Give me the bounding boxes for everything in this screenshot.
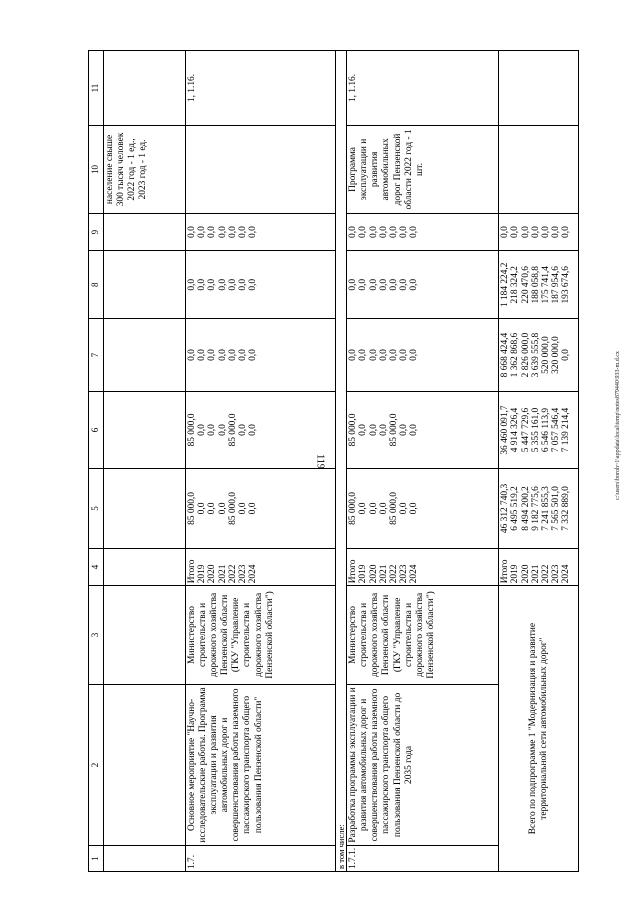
year-label: 2022 (540, 564, 551, 584)
value: 2 826 000,0 (520, 332, 531, 378)
year-label: 2023 (237, 564, 248, 584)
value: 0,0 (368, 349, 379, 361)
value: 9 182 775,6 (530, 486, 541, 531)
value: 0,0 (368, 424, 379, 436)
year-label: 2019 (358, 564, 369, 584)
value: 0,0 (207, 502, 218, 515)
value: 0,0 (378, 424, 389, 436)
year-label: 2020 (520, 564, 531, 584)
value: 0,0 (368, 226, 379, 238)
link-cell: 1, 1.16. (347, 51, 499, 126)
column-number: 8 (89, 251, 104, 319)
value: 0,0 (399, 278, 410, 291)
value: 0,0 (399, 349, 410, 361)
value: 85 000,0 (348, 413, 359, 447)
value: 0,0 (207, 349, 218, 361)
value: 0,0 (520, 226, 531, 238)
value: 85 000,0 (388, 413, 399, 447)
value: 0,0 (399, 424, 410, 436)
year-label: 2023 (399, 564, 410, 584)
value: 0,0 (530, 226, 541, 238)
value: 8 494 200,2 (520, 486, 531, 531)
federal-budget-values (186, 319, 336, 392)
value: 0,0 (248, 349, 259, 361)
value: 0,0 (358, 278, 369, 291)
value: 0,0 (348, 278, 359, 291)
value: 0,0 (197, 278, 208, 291)
year-label: 2024 (248, 564, 259, 584)
value: 0,0 (248, 278, 259, 291)
value: 0,0 (217, 502, 228, 515)
value: 6 495 519,2 (510, 486, 521, 531)
year-label: Итого (500, 559, 511, 584)
year-label: 2021 (530, 564, 541, 584)
value: 0,0 (378, 226, 389, 238)
value: 85 000,0 (227, 492, 238, 525)
column-number: 1 (89, 846, 104, 872)
value: 7 057 546,4 (551, 407, 562, 453)
value: 0,0 (197, 424, 208, 436)
value: 7 139 214,4 (561, 407, 572, 453)
value: 0,0 (409, 226, 420, 238)
indicator-cell: Программа эксплуатации и развития автомобильных дорог Пензенской области 2022 год - 1 шт. (347, 126, 499, 214)
year-list (499, 548, 579, 585)
value: 0,0 (227, 226, 238, 238)
value: 1 362 868,6 (510, 332, 521, 378)
value: 0,0 (540, 226, 551, 238)
value: 0,0 (227, 278, 238, 291)
other-sources-values (347, 213, 499, 250)
other-sources-values (186, 213, 336, 250)
measure-name: Основное мероприятие "Научно-исследовательские работы. Программа эксплуатации и развития автомобильных дорог и совершенствования работы наземного пассажирского транспорта общего пользования Пензенской области" (186, 684, 336, 846)
value: 0,0 (207, 226, 218, 238)
column-number: 7 (89, 319, 104, 392)
value: 218 324,2 (510, 266, 521, 304)
column-number: 5 (89, 469, 104, 549)
value: 0,0 (358, 226, 369, 238)
value: 0,0 (187, 278, 197, 291)
value: 0,0 (399, 502, 410, 515)
budget-table-sheet (88, 50, 608, 872)
value: 0,0 (378, 502, 389, 515)
federal-budget-values (347, 319, 499, 392)
value: 1 184 224,2 (500, 262, 511, 308)
column-number: 3 (89, 586, 104, 684)
subprogram-total-row (499, 51, 579, 872)
value: 0,0 (378, 349, 389, 361)
value: 85 000,0 (187, 492, 197, 525)
total-label: Всего по подпрограмме 1 "Модернизация и развитие территориальной сети автомобильных дорог" (499, 586, 579, 872)
value: 0,0 (217, 349, 228, 361)
column-number-row (89, 51, 104, 872)
table-row-1-7-1 (347, 51, 499, 872)
value: 175 741,4 (540, 266, 551, 304)
value: 220 470,6 (520, 266, 531, 304)
column-number: 11 (89, 51, 104, 126)
value: 85 000,0 (227, 413, 238, 447)
value: 4 914 326,4 (510, 407, 521, 453)
value: 0,0 (187, 226, 197, 238)
value: 0,0 (237, 278, 248, 291)
value: 8 668 424,4 (500, 332, 511, 378)
federal-budget-values (499, 319, 579, 392)
value: 0,0 (248, 424, 259, 436)
total-funding-values (499, 469, 579, 549)
value: 0,0 (348, 226, 359, 238)
other-sources-values (499, 213, 579, 250)
value: 0,0 (368, 278, 379, 291)
value: 85 000,0 (187, 413, 197, 447)
year-label: 2019 (510, 564, 521, 584)
column-number: 9 (89, 213, 104, 250)
value: 0,0 (378, 278, 389, 291)
year-list (186, 548, 336, 585)
page-number: 119 (314, 454, 326, 469)
value: 0,0 (197, 226, 208, 238)
value: 0,0 (500, 226, 511, 238)
value: 0,0 (248, 226, 259, 238)
value: 0,0 (388, 226, 399, 238)
local-budget-values (347, 251, 499, 319)
budget-table (88, 50, 579, 872)
executor-name: Министерство строительства и дорожного хозяйства Пензенской области (ГКУ "Управление строительства и дорожного хозяйства Пензенской области") (186, 586, 336, 684)
total-funding-values (347, 469, 499, 549)
value: 0,0 (248, 502, 259, 515)
carry-over-row (104, 51, 186, 872)
measure-name: Разработка программы эксплуатации и развития автомобильных дорог и совершенствования работы наземного пассажирского транспорта общего пользования Пензенской области до 2035 года (347, 684, 499, 846)
local-budget-values (186, 251, 336, 319)
total-funding-values (186, 469, 336, 549)
value: 0,0 (399, 226, 410, 238)
year-list (347, 548, 499, 585)
value: 7 332 889,0 (561, 486, 572, 531)
value: 0,0 (409, 502, 420, 515)
value: 193 674,6 (561, 266, 572, 304)
year-label: 2023 (551, 564, 562, 584)
link-cell: 1, 1.16. (186, 51, 336, 126)
year-label: 2019 (197, 564, 208, 584)
value: 46 312 740,3 (500, 483, 511, 534)
value: 187 954,6 (551, 266, 562, 304)
value: 0,0 (237, 226, 248, 238)
value: 0,0 (561, 349, 572, 361)
value: 0,0 (187, 349, 197, 361)
value: 0,0 (197, 349, 208, 361)
regional-budget-values (499, 391, 579, 468)
value: 7 565 501,0 (551, 486, 562, 531)
value: 0,0 (237, 502, 248, 515)
value: 0,0 (409, 349, 420, 361)
value: 5 355 161,0 (530, 407, 541, 453)
in-that-number-label: в том числе: (336, 51, 347, 872)
value: 0,0 (207, 424, 218, 436)
value: 0,0 (237, 349, 248, 361)
value: 0,0 (388, 349, 399, 361)
table-row-1-7 (186, 51, 336, 872)
row-number: 1.7.1. (347, 846, 499, 872)
value: 7 241 855,3 (540, 486, 551, 531)
value: 6 546 113,9 (540, 407, 551, 453)
year-label: 2024 (561, 564, 572, 584)
value: 85 000,0 (388, 492, 399, 525)
value: 0,0 (237, 424, 248, 436)
row-number: 1.7. (186, 846, 336, 872)
value: 0,0 (207, 278, 218, 291)
indicator-cell: население свыше 300 тысяч человек 2022 год - 1 ед., 2023 год - 1 ед. (104, 126, 186, 214)
column-number: 10 (89, 126, 104, 214)
year-label: 2020 (207, 564, 218, 584)
year-label: Итого (348, 559, 359, 584)
column-number: 6 (89, 391, 104, 468)
value: 0,0 (409, 278, 420, 291)
regional-budget-values (186, 391, 336, 468)
value: 0,0 (368, 502, 379, 515)
year-label: 2024 (409, 564, 420, 584)
value: 520 000,0 (540, 336, 551, 374)
value: 0,0 (561, 226, 572, 238)
value: 0,0 (409, 424, 420, 436)
value: 0,0 (358, 349, 369, 361)
executor-name: Министерство строительства и дорожного хозяйства Пензенской области (ГКУ "Управление строительства и дорожного хозяйства Пензенской области") (347, 586, 499, 684)
value: 0,0 (358, 424, 369, 436)
year-label: 2021 (217, 564, 228, 584)
value: 0,0 (217, 424, 228, 436)
value: 3 639 555,8 (530, 332, 541, 378)
value: 0,0 (227, 349, 238, 361)
value: 0,0 (197, 502, 208, 515)
in-that-number-row (336, 51, 347, 872)
value: 5 447 729,6 (520, 407, 531, 453)
indicator-cell (186, 126, 336, 214)
regional-budget-values (347, 391, 499, 468)
value: 188 058,8 (530, 266, 541, 304)
column-number: 4 (89, 548, 104, 585)
value: 0,0 (217, 226, 228, 238)
value: 85 000,0 (348, 492, 359, 525)
value: 0,0 (358, 502, 369, 515)
value: 0,0 (551, 226, 562, 238)
column-number: 2 (89, 684, 104, 846)
value: 0,0 (510, 226, 521, 238)
local-budget-values (499, 251, 579, 319)
value: 0,0 (348, 349, 359, 361)
value: 36 460 091,7 (500, 405, 511, 455)
value: 320 000,0 (551, 336, 562, 374)
year-label: 2022 (388, 564, 399, 584)
value: 0,0 (388, 278, 399, 291)
file-path: c:\users\boroh~1\appdata\local\temp\notes879440\933-m.d.cx (615, 351, 621, 500)
year-label: Итого (187, 559, 197, 584)
year-label: 2020 (368, 564, 379, 584)
year-label: 2022 (227, 564, 238, 584)
year-label: 2021 (378, 564, 389, 584)
value: 0,0 (217, 278, 228, 291)
